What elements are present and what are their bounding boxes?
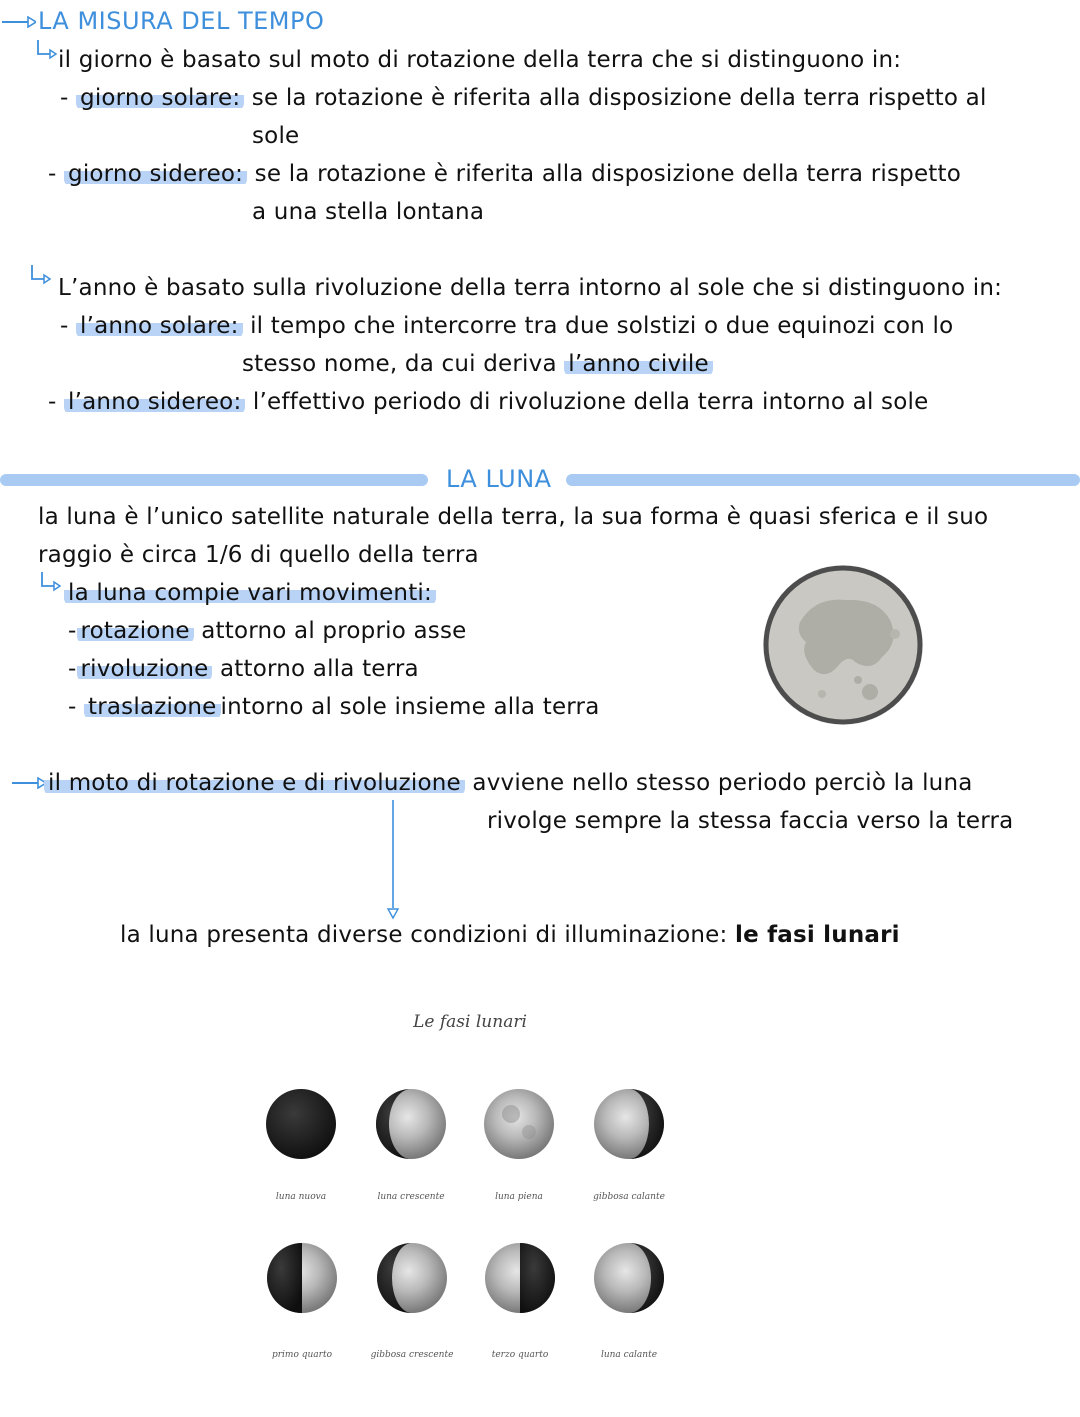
solar-day-term: giorno solare: — [76, 85, 244, 111]
moon-phase-waxing-gibbous — [376, 1242, 448, 1314]
phase-label: gibbosa calante — [593, 1192, 665, 1202]
phase-label: gibbosa crescente — [370, 1350, 454, 1360]
moon-phase-waning-gibbous — [593, 1088, 665, 1160]
sidereal-year-term: l’anno sidereo: — [64, 389, 245, 415]
movement-term: rotazione — [77, 618, 194, 644]
motion-term: il moto di rotazione e di rivoluzione — [44, 770, 465, 796]
day-intro: il giorno è basato sul moto di rotazione della terra che si distinguono in: — [58, 47, 902, 73]
phase-label: terzo quarto — [491, 1350, 549, 1360]
movement-item: - rotazione attorno al proprio asse — [68, 618, 467, 644]
moon-intro-2: raggio è circa 1/6 di quello della terra — [38, 542, 479, 568]
movement-term: rivoluzione — [77, 656, 213, 682]
movement-desc: intorno al sole insieme alla terra — [220, 694, 600, 720]
movement-item: - traslazione intorno al sole insieme alla terra — [68, 694, 600, 720]
sidereal-day-def: se la rotazione è riferita alla disposizione della terra rispetto — [254, 161, 962, 187]
solar-year-def: il tempo che intercorre tra due solstizi o due equinozi con lo — [250, 313, 954, 339]
phases-figure-title: Le fasi lunari — [413, 1012, 527, 1032]
phases-intro-line — [120, 920, 900, 950]
phase-label: luna piena — [495, 1192, 543, 1202]
solar-year-line: - l’anno solare: il tempo che intercorre tra due solstizi o due equinozi con lo — [60, 313, 954, 339]
phase-label: luna calante — [600, 1350, 658, 1360]
movements-intro-line — [64, 578, 436, 608]
movements-intro: la luna compie vari movimenti: — [64, 580, 436, 606]
motion-line — [44, 768, 973, 798]
arrow-right-icon — [12, 777, 46, 789]
movement-desc: attorno alla terra — [219, 656, 419, 682]
section-title-moon: LA LUNA — [446, 465, 552, 493]
sidereal-year-def: l’effettivo periodo di rivoluzione della terra intorno al sole — [252, 389, 929, 415]
divider-bar-left — [0, 474, 428, 486]
sidereal-day-term: giorno sidereo: — [64, 161, 247, 187]
moon-phase-full — [483, 1088, 555, 1160]
solar-day-def: se la rotazione è riferita alla disposizione della terra rispetto al — [251, 85, 987, 111]
moon-illustration — [760, 562, 926, 728]
moon-phase-waxing-crescent — [375, 1088, 447, 1160]
motion-desc: avviene nello stesso periodo perciò la luna — [472, 770, 973, 796]
movement-term: traslazione — [84, 694, 221, 720]
section-title-time: LA MISURA DEL TEMPO — [38, 7, 325, 35]
solar-year-def-2: stesso nome, da cui deriva — [242, 351, 557, 377]
sidereal-day-line: - giorno sidereo: se la rotazione è riferita alla disposizione della terra rispetto — [48, 161, 962, 187]
movement-item: - rivoluzione attorno alla terra — [68, 656, 419, 682]
arrow-down-icon — [384, 800, 402, 922]
civil-year-term: l’anno civile — [564, 351, 713, 377]
phases-bold: le fasi lunari — [734, 922, 900, 948]
divider-bar-right — [566, 474, 1080, 486]
moon-phase-new — [265, 1088, 337, 1160]
solar-year-def-cont — [242, 349, 713, 379]
solar-day-def-cont: sole — [252, 123, 300, 149]
corner-arrow-icon — [40, 572, 62, 592]
moon-phase-last-quarter — [484, 1242, 556, 1314]
movement-desc: attorno al proprio asse — [201, 618, 467, 644]
phase-label: luna crescente — [377, 1192, 445, 1202]
corner-arrow-icon — [36, 40, 58, 60]
phase-label: primo quarto — [271, 1350, 333, 1360]
phases-intro: la luna presenta diverse condizioni di illuminazione: — [120, 922, 728, 948]
corner-arrow-icon — [30, 265, 52, 285]
solar-day-line: - giorno solare: se la rotazione è riferita alla disposizione della terra rispetto al — [60, 85, 987, 111]
arrow-right-icon — [2, 16, 36, 28]
moon-phase-first-quarter — [266, 1242, 338, 1314]
moon-intro-1: la luna è l’unico satellite naturale della terra, la sua forma è quasi sferica e il suo — [38, 504, 989, 530]
motion-desc-cont: rivolge sempre la stessa faccia verso la terra — [487, 808, 1014, 834]
sidereal-day-def-cont: a una stella lontana — [252, 199, 485, 225]
sidereal-year-line: - l’anno sidereo: l’effettivo periodo di rivoluzione della terra intorno al sole — [48, 389, 929, 415]
phase-label: luna nuova — [275, 1192, 327, 1202]
year-intro: L’anno è basato sulla rivoluzione della terra intorno al sole che si distinguono in: — [58, 275, 1003, 301]
solar-year-term: l’anno solare: — [76, 313, 243, 339]
moon-phase-waning-crescent — [593, 1242, 665, 1314]
